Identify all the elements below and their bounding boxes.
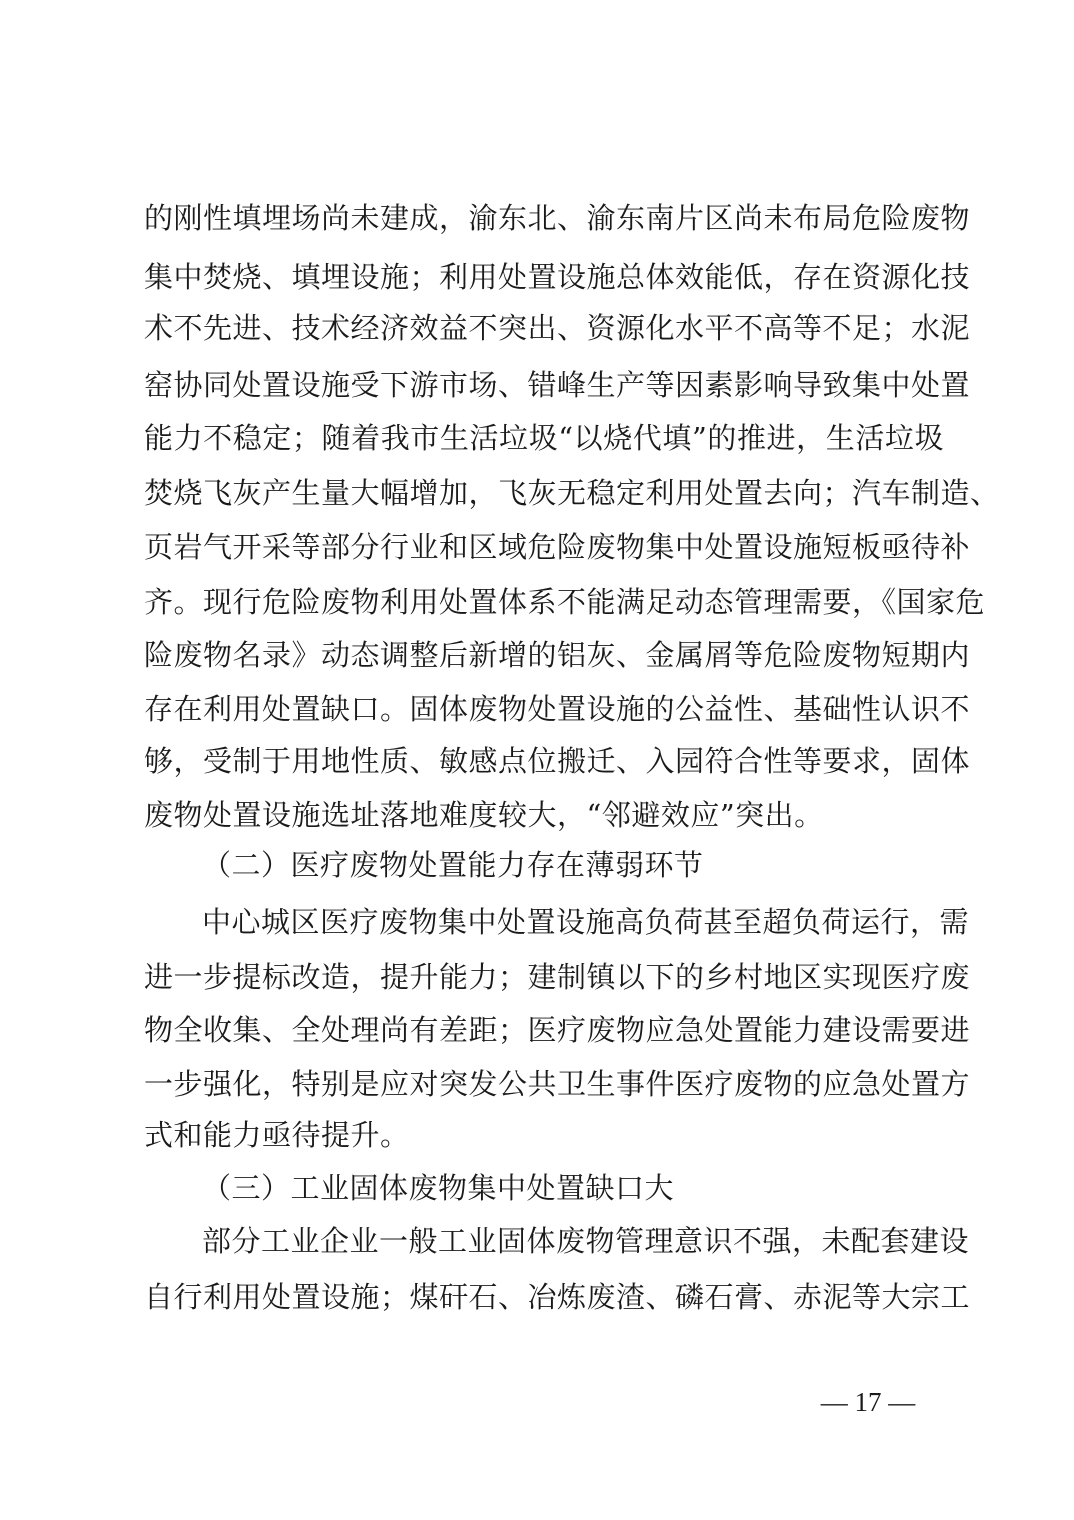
page-number: — 17 — xyxy=(820,1387,916,1417)
body-text-line: 术不先进、技术经济效益不突出、资源化水平不高等不足；水泥 xyxy=(144,311,971,345)
section-heading: （二）医疗废物处置能力存在薄弱环节 xyxy=(202,848,704,882)
body-text-line: 险废物名录》动态调整后新增的铝灰、金属屑等危险废物短期内 xyxy=(144,638,971,672)
body-text-line: 存在利用处置缺口。固体废物处置设施的公益性、基础性认识不 xyxy=(144,692,971,726)
body-text-line: 式和能力亟待提升。 xyxy=(144,1118,410,1152)
body-text-line: 进一步提标改造，提升能力；建制镇以下的乡村地区实现医疗废 xyxy=(144,960,971,994)
body-text-line: 废物处置设施选址落地难度较大，“邻避效应”突出。 xyxy=(144,798,824,832)
body-text-line: 自行利用处置设施；煤矸石、冶炼废渣、磷石膏、赤泥等大宗工 xyxy=(144,1280,971,1314)
body-text-line: 集中焚烧、填埋设施；利用处置设施总体效能低，存在资源化技 xyxy=(144,260,971,294)
body-text-line: 能力不稳定；随着我市生活垃圾“以烧代填”的推进，生活垃圾 xyxy=(144,421,944,455)
body-text-line: 焚烧飞灰产生量大幅增加，飞灰无稳定利用处置去向；汽车制造、 xyxy=(144,476,1000,510)
body-text-line: 页岩气开采等部分行业和区域危险废物集中处置设施短板亟待补 xyxy=(144,530,971,564)
body-text-line: 一步强化，特别是应对突发公共卫生事件医疗废物的应急处置方 xyxy=(144,1067,971,1101)
body-text-line: 齐。现行危险废物利用处置体系不能满足动态管理需要，《国家危 xyxy=(144,585,986,619)
body-text-line: 的刚性填埋场尚未建成，渝东北、渝东南片区尚未布局危险废物 xyxy=(144,201,971,235)
body-text-line: 中心城区医疗废物集中处置设施高负荷甚至超负荷运行，需 xyxy=(202,905,970,939)
section-heading: （三）工业固体废物集中处置缺口大 xyxy=(202,1171,675,1205)
body-text-line: 够，受制于用地性质、敏感点位搬迁、入园符合性等要求，固体 xyxy=(144,744,971,778)
body-text-line: 窑协同处置设施受下游市场、错峰生产等因素影响导致集中处置 xyxy=(144,368,971,402)
body-text-line: 物全收集、全处理尚有差距；医疗废物应急处置能力建设需要进 xyxy=(144,1013,971,1047)
body-text-line: 部分工业企业一般工业固体废物管理意识不强，未配套建设 xyxy=(202,1224,970,1258)
